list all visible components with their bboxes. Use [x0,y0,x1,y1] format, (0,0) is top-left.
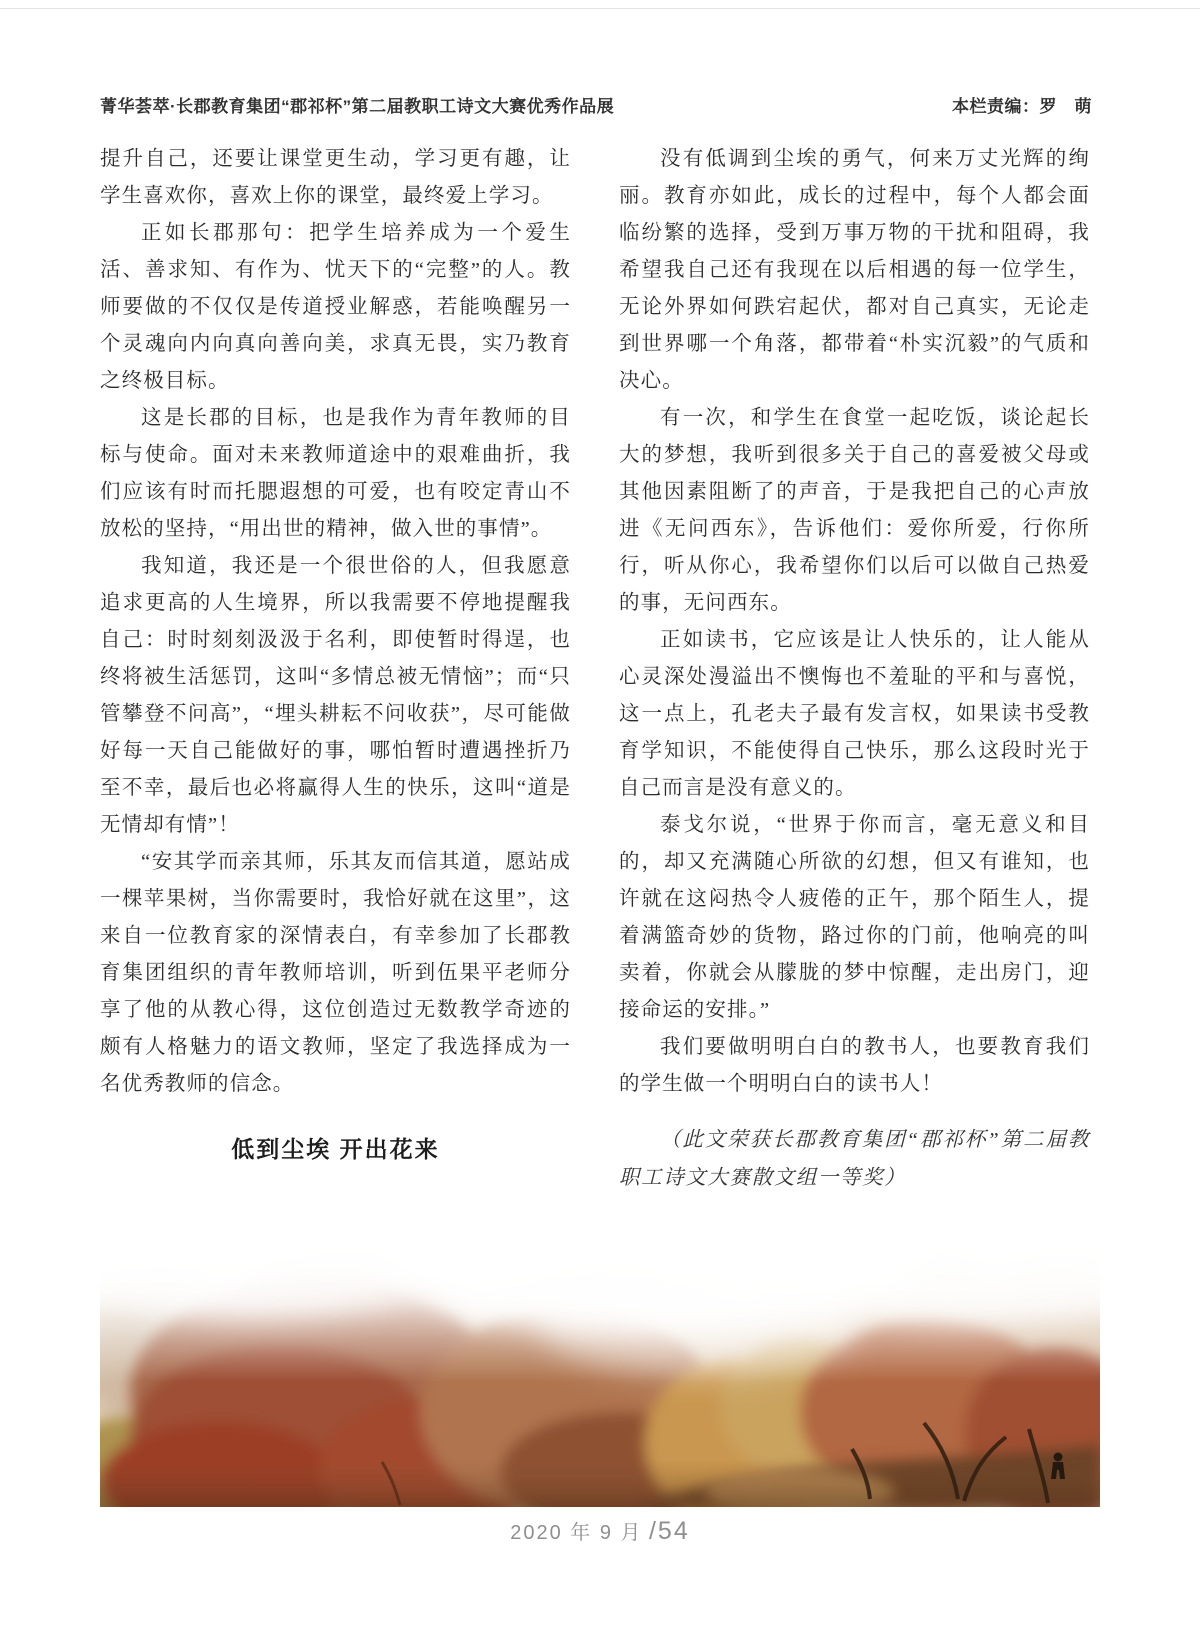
page-edge-line [0,8,1200,9]
body-paragraph: 提升自己，还要让课堂更生动，学习更有趣，让学生喜欢你，喜欢上你的课堂，最终爱上学习。 [100,148,571,207]
right-column [619,141,1090,1218]
footer-date: 2020 年 9 月 [510,1522,643,1544]
autumn-forest-photo [100,1207,1100,1507]
footer-page-number: /54 [648,1517,690,1545]
body-paragraph: 我知道，我还是一个很世俗的人，但我愿意追求更高的人生境界，所以我需要不停地提醒我自己：时时刻刻汲汲于名利，即使暂时得逞，也终将被生活惩罚，这叫“多情总被无情恼”；而“只管攀登不问高”，“埋头耕耘不问收获”，尽可能做好每一天自己能做好的事，哪怕暂时遭遇挫折乃至不幸，最后也必将赢得人生的快乐，这叫“道是无情却有情”！ [100,555,571,836]
article-title: 低到尘埃 开出花来 [231,1136,440,1162]
left-column [100,141,571,1218]
body-paragraph: 这是长郡的目标，也是我作为青年教师的目标与使命。面对未来教师道途中的艰难曲折，我们应该有时而托腮遐想的可爱，也有咬定青山不放松的坚持，“用出世的精神，做入世的事情”。 [100,407,571,540]
header-column-title: 菁华荟萃·长郡教育集团“郡祁杯”第二届教职工诗文大赛优秀作品展 [100,97,615,116]
body-paragraph: 我们要做明明白白的教书人，也要教育我们的学生做一个明明白白的读书人！ [619,1036,1090,1095]
autumn-forest-illustration [100,1207,1100,1507]
body-paragraph: 没有低调到尘埃的勇气，何来万丈光辉的绚丽。教育亦如此，成长的过程中，每个人都会面临纷繁的选择，受到万事万物的干扰和阻碍，我希望我自己还有我现在以后相遇的每一位学生，无论外界如何跌宕起伏，都对自己真实，无论走到世界哪一个角落，都带着“朴实沉毅”的气质和决心。 [619,148,1090,392]
page-footer [0,1516,1200,1546]
award-note: （此文荣获长郡教育集团“郡祁杯”第二届教职工诗文大赛散文组一等奖） [619,1129,1090,1189]
header-editor-credit: 本栏责编：罗 萌 [952,97,1092,116]
body-paragraph: 泰戈尔说，“世界于你而言，毫无意义和目的，却又充满随心所欲的幻想，但又有谁知，也许就在这闷热令人疲倦的正午，那个陌生人，提着满篮奇妙的货物，路过你的门前，他响亮的叫卖着，你就会从朦胧的梦中惊醒，走出房门，迎接命运的安排。” [619,814,1090,1021]
page-header [100,92,1092,117]
body-paragraph: 正如长郡那句：把学生培养成为一个爱生活、善求知、有作为、忧天下的“完整”的人。教师要做的不仅仅是传道授业解惑，若能唤醒另一个灵魂向内向真向善向美，求真无畏，实乃教育之终极目标。 [100,222,571,392]
body-paragraph: 有一次，和学生在食堂一起吃饭，谈论起长大的梦想，我听到很多关于自己的喜爱被父母或其他因素阻断了的声音，于是我把自己的心声放进《无问西东》，告诉他们：爱你所爱，行你所行，听从你心，我希望你们以后可以做自己热爱的事，无问西东。 [619,407,1090,614]
body-paragraph: “安其学而亲其师，乐其友而信其道，愿站成一棵苹果树，当你需要时，我恰好就在这里”，这来自一位教育家的深情表白，有幸参加了长郡教育集团组织的青年教师培训，听到伍果平老师分享了他的从教心得，这位创造过无数教学奇迹的颇有人格魅力的语文教师，坚定了我选择成为一名优秀教师的信念。 [100,851,571,1095]
article-body [100,141,1090,1218]
body-paragraph: 正如读书，它应该是让人快乐的，让人能从心灵深处漫溢出不懊悔也不羞耻的平和与喜悦，这一点上，孔老夫子最有发言权，如果读书受教育学知识，不能使得自己快乐，那么这段时光于自己而言是没有意义的。 [619,629,1090,799]
